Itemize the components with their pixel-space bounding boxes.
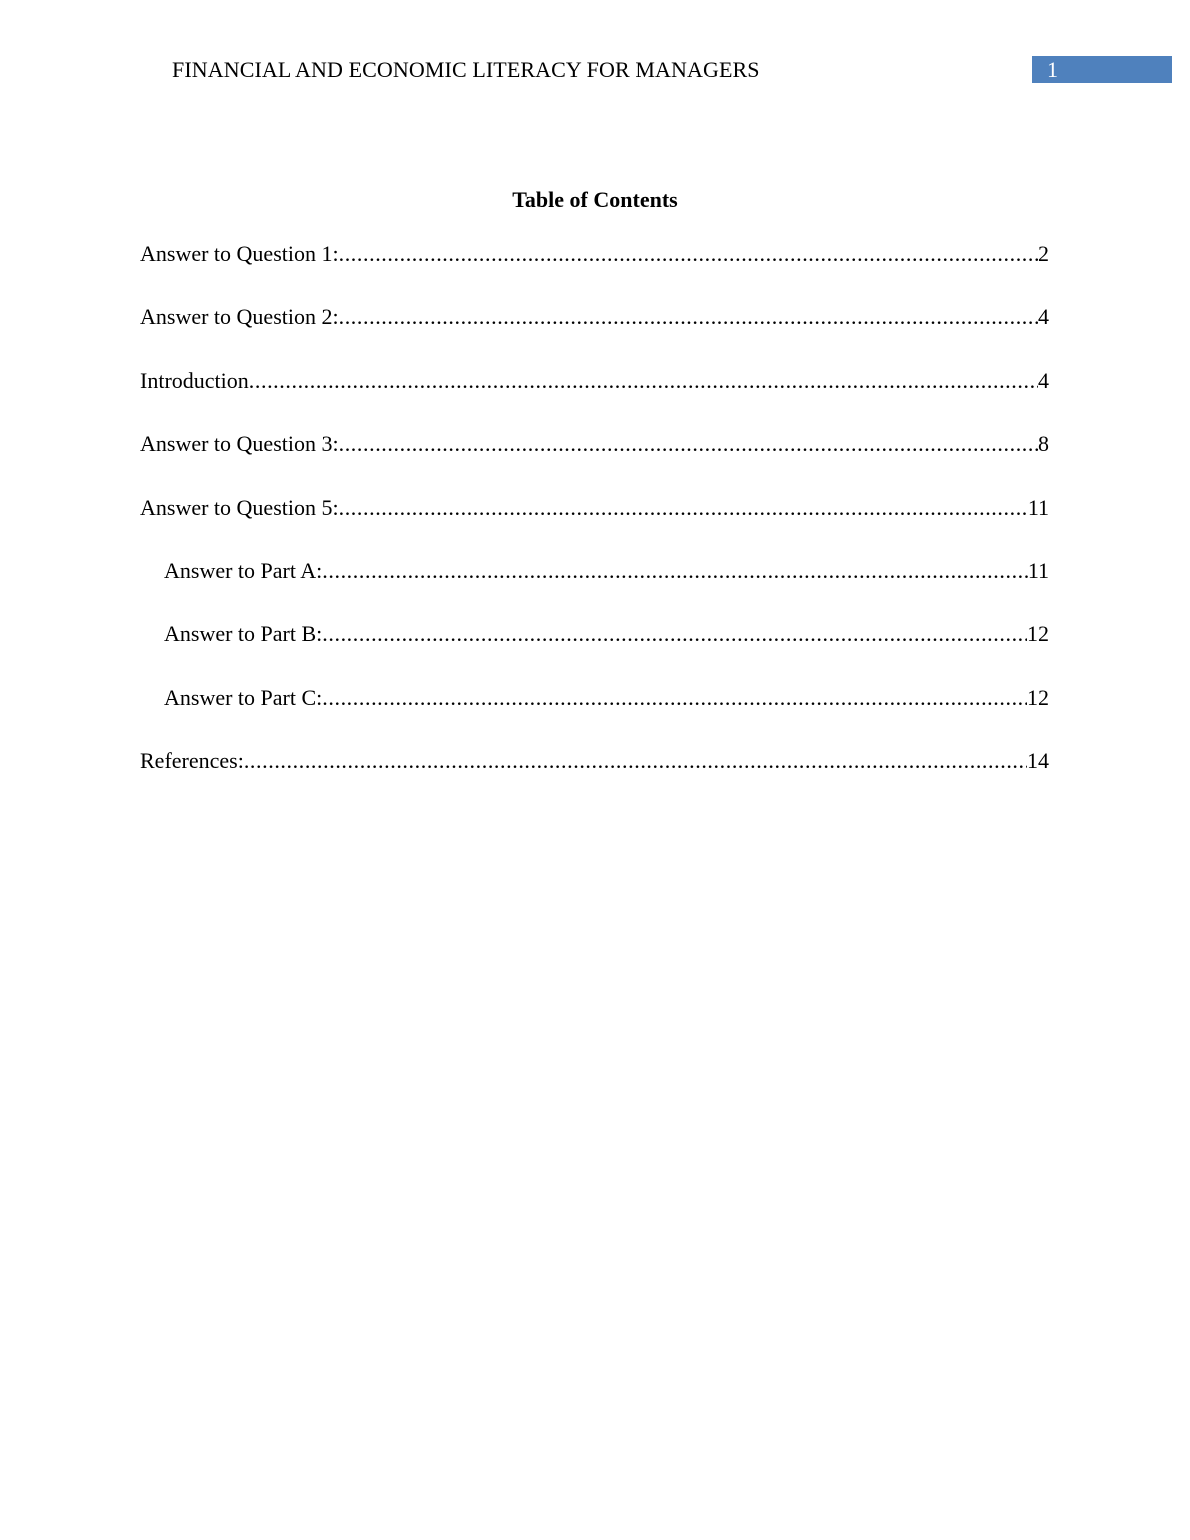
toc-entry-question-2[interactable]: [140, 303, 1049, 366]
page-number-box: [1032, 56, 1172, 83]
toc-dot-leader: [244, 747, 1027, 775]
toc-entry-question-1[interactable]: [140, 240, 1049, 303]
toc-entry-part-a[interactable]: [140, 557, 1049, 620]
toc-entry-part-b[interactable]: [140, 620, 1049, 683]
toc-entry-page: 11: [1027, 494, 1049, 520]
toc-entry-label: Introduction: [140, 367, 249, 393]
toc-entry-references[interactable]: [140, 747, 1049, 810]
toc-entry-label: Answer to Part C:: [164, 684, 323, 710]
toc-entry-label: Answer to Part B:: [164, 621, 323, 647]
toc-entry-label: Answer to Question 3:: [140, 431, 339, 457]
toc-entry-introduction[interactable]: [140, 367, 1049, 430]
toc-entry-page: 4: [1038, 304, 1049, 330]
page-header: [0, 56, 1190, 84]
toc-dot-leader: [322, 620, 1027, 648]
toc-entry-page: 14: [1027, 748, 1049, 774]
toc-entry-label: Answer to Question 2:: [140, 304, 339, 330]
toc-entry-page: 8: [1038, 431, 1049, 457]
toc-dot-leader: [322, 557, 1028, 585]
toc-entry-page: 4: [1038, 367, 1049, 393]
toc-entry-label: References:: [140, 748, 244, 774]
running-head: FINANCIAL AND ECONOMIC LITERACY FOR MANAGERS: [172, 57, 760, 82]
toc-entry-page: 12: [1027, 621, 1049, 647]
toc-dot-leader: [339, 494, 1028, 522]
toc-entry-part-c[interactable]: [140, 684, 1049, 747]
toc-dot-leader: [339, 303, 1038, 331]
toc-entry-label: Answer to Part A:: [164, 557, 323, 583]
toc-entry-question-3[interactable]: [140, 430, 1049, 493]
toc-entry-page: 2: [1038, 241, 1049, 266]
toc-entry-label: Answer to Question 1:: [140, 241, 339, 266]
toc-dot-leader: [339, 240, 1038, 268]
toc-title: Table of Contents: [512, 187, 678, 212]
toc-dot-leader: [322, 684, 1027, 712]
page-number: 1: [1047, 57, 1058, 82]
toc-dot-leader: [339, 430, 1038, 458]
toc-entry-label: Answer to Question 5:: [140, 494, 339, 520]
toc-entry-page: 11: [1027, 557, 1049, 583]
toc-list: [140, 240, 1049, 811]
toc-dot-leader: [249, 367, 1038, 395]
toc-entry-page: 12: [1027, 684, 1049, 710]
toc-entry-question-5[interactable]: [140, 494, 1049, 557]
